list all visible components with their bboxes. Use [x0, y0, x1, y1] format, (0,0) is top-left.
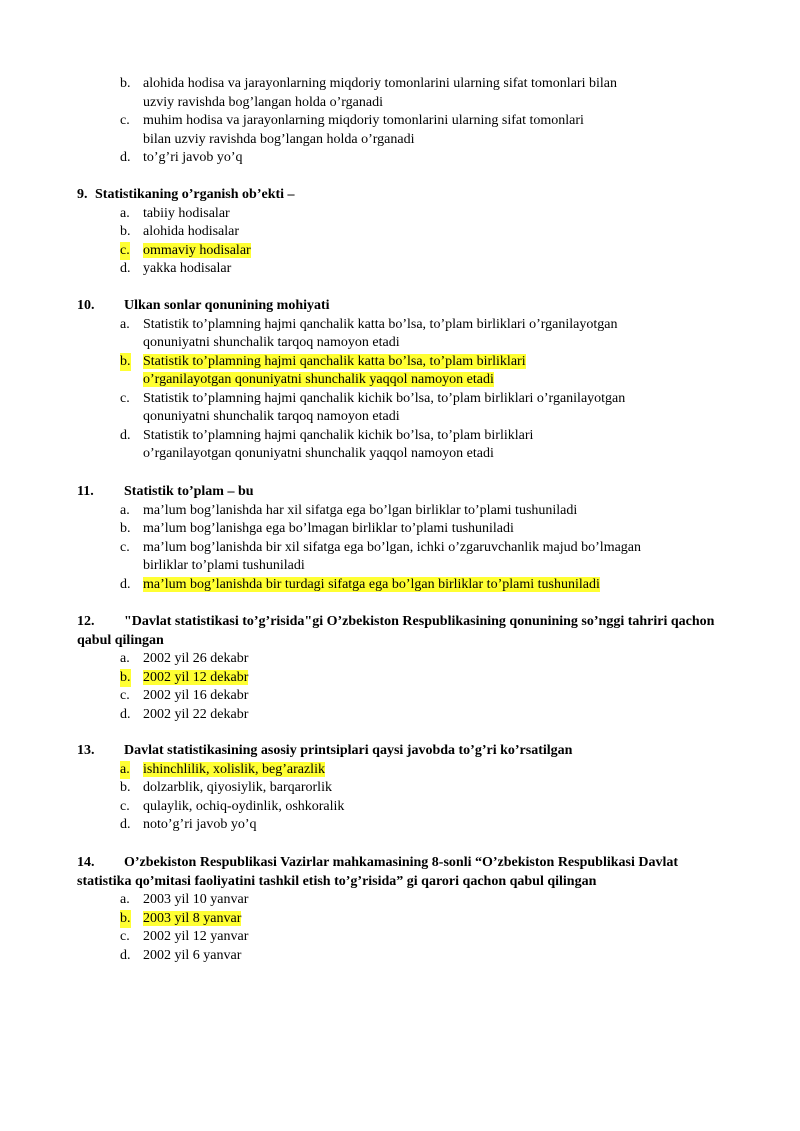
question-title: 9. Statistikaning o’rganish ob’ekti –	[77, 187, 295, 202]
option-text: to’g’ri javob yo’q	[143, 150, 243, 165]
question-title: 11. Statistik to’plam – bu	[77, 484, 254, 499]
option-c: c. Statistik to’plamning hajmi qanchalik kichik bo’lsa, to’plam birliklari o’rganilayotgan qonuniyatni shunchalik tarqoq namoyon etadi	[120, 390, 626, 424]
option-c: c. 2002 yil 12 yanvar	[120, 929, 249, 944]
option-c-correct: c. ommaviy hodisalar	[0, 242, 800, 261]
option-b	[0, 75, 800, 112]
option-c: c. ma’lum bog’lanishda bir xil sifatga ega bo’lgan, ichki o’zgaruvchanlik majud bo’lmagan birliklar to’plami tushuniladi	[120, 539, 642, 573]
option-d: d. 2002 yil 22 dekabr	[120, 706, 249, 722]
option-b-correct: b. 2003 yil 8 yanvar	[0, 910, 800, 929]
question-10	[0, 297, 800, 464]
option-b: b. ma’lum bog’lanishga ega bo’lmagan birliklar to’plami tushuniladi	[120, 521, 514, 536]
option-b: b. dolzarblik, qiyosiylik, barqarorlik	[120, 780, 332, 795]
option-text: alohida hodisa va jarayonlarning miqdoriy tomonlarini ularning sifat tomonlari bilan uzviy ravishda bog’langan holda o’rganadi	[143, 76, 617, 110]
option-letter: b.	[120, 76, 131, 91]
question-title: 10. Ulkan sonlar qonunining mohiyati	[77, 298, 330, 313]
option-text: muhim hodisa va jarayonlarning miqdoriy tomonlarini ularning sifat tomonlari bilan uzviy ravishda bog’langan holda o’rganadi	[143, 113, 584, 147]
option-b: b. alohida hodisalar	[120, 224, 240, 239]
option-d: d. noto’g’ri javob yo’q	[120, 817, 257, 832]
option-c: c. 2002 yil 16 dekabr	[120, 688, 249, 703]
option-d-correct: d. ma’lum bog’lanishda bir turdagi sifatga ega bo’lgan birliklar to’plami tushuniladi	[120, 576, 600, 592]
option-c	[0, 112, 800, 149]
question-title: 13. Davlat statistikasining asosiy printsiplari qaysi javobda to’g’ri ko’rsatilgan	[77, 743, 573, 758]
option-a: a. 2003 yil 10 yanvar	[120, 892, 249, 907]
option-a: a. tabiiy hodisalar	[120, 205, 230, 221]
option-a: a. Statistik to’plamning hajmi qanchalik katta bo’lsa, to’plam birliklari o’rganilayotgan qonuniyatni shunchalik tarqoq namoyon etadi	[120, 316, 618, 350]
question-12	[0, 613, 800, 724]
question-11	[0, 483, 800, 594]
question-8-continuation	[0, 75, 800, 168]
question-9	[0, 186, 800, 279]
question-title: O’zbekiston Respublikasi Vazirlar mahkamasining 8-sonli “O’zbekiston Respublikasi Davlat statistika qo’mitasi faoliyatini tashkil etish to’g’risida” gi qarori qachon qabul qilingan 14.	[77, 855, 679, 889]
question-title: "Davlat statistikasi to’g’risida"gi O’zbekiston Respublikasining qonunining so’nggi tahriri qachon qabul qilingan 12.	[77, 614, 715, 648]
option-b-correct: b. Statistik to’plamning hajmi qanchalik katta bo’lsa, to’plam birliklari o’rganilayotgan qonuniyatni shunchalik yaqqol namoyon etadi	[120, 353, 526, 387]
option-c: c. qulaylik, ochiq-oydinlik, oshkoralik	[120, 798, 345, 814]
question-13	[0, 742, 800, 835]
option-letter: c.	[120, 113, 130, 128]
option-d: d. Statistik to’plamning hajmi qanchalik kichik bo’lsa, to’plam birliklari o’rganilayotgan qonuniyatni shunchalik yaqqol namoyon etadi	[120, 427, 534, 461]
option-letter: d.	[120, 150, 131, 165]
option-d: d. 2002 yil 6 yanvar	[120, 947, 242, 963]
option-b-correct: b. 2002 yil 12 dekabr	[0, 669, 800, 688]
option-a: a. ma’lum bog’lanishda har xil sifatga ega bo’lgan birliklar to’plami tushuniladi	[120, 502, 578, 518]
option-a-correct: a. ishinchlilik, xolislik, beg’arazlik	[0, 761, 800, 780]
option-d	[0, 149, 800, 168]
question-14	[0, 854, 800, 965]
option-a: a. 2002 yil 26 dekabr	[120, 651, 249, 666]
option-d: d. yakka hodisalar	[120, 261, 232, 276]
